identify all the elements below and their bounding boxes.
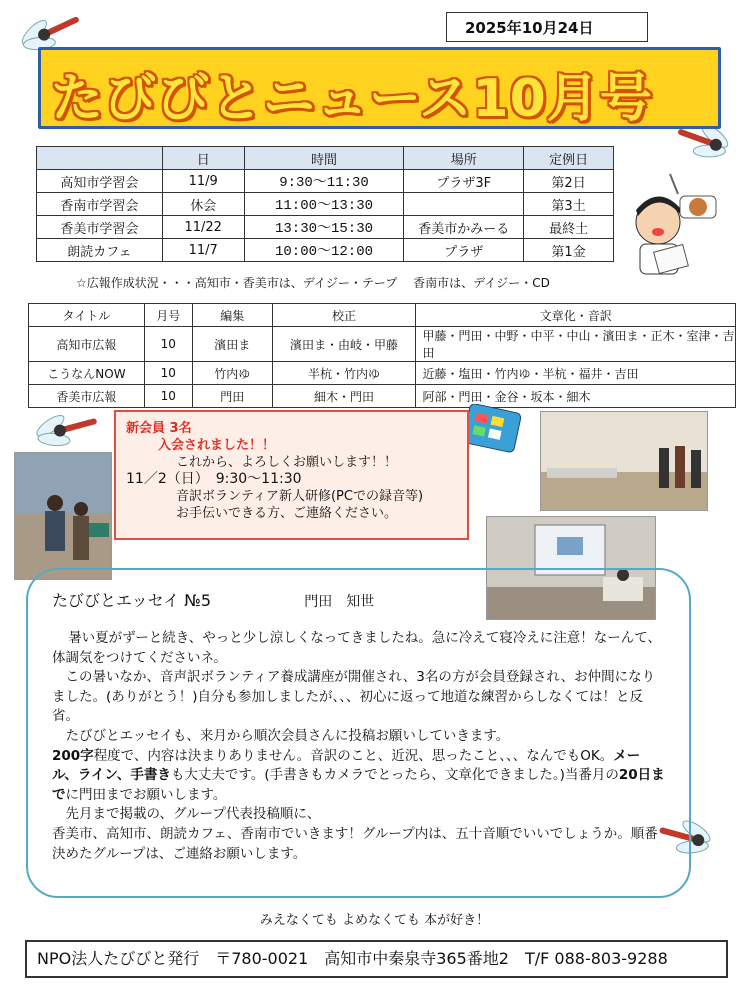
- table-header-row: [37, 147, 614, 170]
- essay-text: も大丈夫です。(手書きもカメラでとったら、文章化できました。)当番月の: [170, 767, 619, 784]
- table-cell: 朗読カフェ: [37, 239, 163, 262]
- table-header-cell: 編集: [192, 304, 272, 327]
- essay-paragraph: 先月まで掲載の、グループ代表投稿順に、: [65, 806, 321, 823]
- dragonfly-icon: [30, 404, 102, 456]
- table-cell: 門田: [192, 385, 272, 408]
- table-cell: 9:30～11:30: [244, 170, 404, 193]
- issue-date: 2025年10月24日: [446, 12, 648, 42]
- essay-paragraph: 香美市、高知市、朗読カフェ、香南市でいきます！グループ内は、五十音順でいいでしょうか。順番決めたグループは、ご連絡お願いします。: [52, 825, 658, 862]
- table-cell: 13:30～15:30: [244, 216, 404, 239]
- schedule-table: [36, 146, 614, 262]
- table-cell: 第1金: [524, 239, 614, 262]
- table-cell: 香美市広報: [29, 385, 145, 408]
- newsletter-title: たびびとニュース10月号: [51, 69, 653, 129]
- table-cell: 10: [144, 362, 192, 385]
- table-cell: 半杭・竹内ゆ: [272, 362, 416, 385]
- motto: みえなくても よめなくても 本が好き！: [259, 913, 490, 928]
- essay-header: [52, 588, 665, 611]
- table-cell: プラザ: [404, 239, 524, 262]
- table-header-cell: 月号: [144, 304, 192, 327]
- table-row: [29, 385, 736, 408]
- notice-subheadline: 入会されました！！: [158, 438, 276, 453]
- event-photo: [14, 452, 112, 580]
- title-banner: [38, 47, 721, 129]
- table-row: [29, 362, 736, 385]
- table-cell: プラザ3F: [404, 170, 524, 193]
- table-header-cell: 定例日: [524, 147, 614, 170]
- table-row: [37, 170, 614, 193]
- publisher-footer: NPO法人たびびと発行 〒780-0021 高知市中秦泉寺365番地2 T/F 088-803-9288: [25, 940, 728, 978]
- table-cell: [404, 193, 524, 216]
- table-cell: こうなんNOW: [29, 362, 145, 385]
- table-header-cell: [37, 147, 163, 170]
- essay-title: たびびとエッセイ №5: [52, 591, 212, 610]
- table-cell: 阿部・門田・金谷・坂本・細木: [416, 385, 736, 408]
- table-cell: 休会: [162, 193, 244, 216]
- new-member-notice: [114, 410, 469, 540]
- table-row: [37, 239, 614, 262]
- table-row: [29, 327, 736, 362]
- essay-paragraph: 暑い夏がずーと続き、やっと少し涼しくなってきましたね。急に冷えて寝冷えに注意！なーんて、体調気をつけてくださいネ。: [52, 630, 661, 666]
- essay-author: 門田 知世: [304, 594, 375, 610]
- table-row: [37, 216, 614, 239]
- table-cell: 最終土: [524, 216, 614, 239]
- essay-text: に門田までお願いします。: [65, 786, 227, 803]
- essay-body: [52, 629, 665, 864]
- training-request: お手伝いできる方、ご連絡ください。: [176, 506, 398, 521]
- table-header-cell: 日: [162, 147, 244, 170]
- essay-box: [26, 568, 691, 898]
- table-cell: 濱田ま・由岐・甲藤: [272, 327, 416, 362]
- table-row: [37, 193, 614, 216]
- training-date: 11／2（日） 9:30～11:30: [126, 471, 302, 487]
- pr-status-note: ☆広報作成状況・・・高知市・香美市は、デイジー・テープ 香南市は、デイジー・CD: [76, 276, 550, 290]
- table-header-cell: タイトル: [29, 304, 145, 327]
- table-header-row: [29, 304, 736, 327]
- table-cell: 11/22: [162, 216, 244, 239]
- table-cell: 香南市学習会: [37, 193, 163, 216]
- table-cell: 11:00～13:30: [244, 193, 404, 216]
- table-cell: 10:00～12:00: [244, 239, 404, 262]
- essay-emphasis: 20日まで: [52, 767, 665, 803]
- notice-text: これから、よろしくお願いします！！: [176, 455, 398, 470]
- notice-headline: 新会員 3名: [126, 421, 192, 436]
- table-cell: 香美市かみーる: [404, 216, 524, 239]
- table-cell: 高知市学習会: [37, 170, 163, 193]
- essay-emphasis: メール、ライン、手書き: [52, 747, 641, 784]
- essay-paragraph: [52, 747, 665, 806]
- table-cell: 細木・門田: [272, 385, 416, 408]
- table-cell: 高知市広報: [29, 327, 145, 362]
- table-cell: 濱田ま: [192, 327, 272, 362]
- table-cell: 近藤・塩田・竹内ゆ・半杭・福井・吉田: [416, 362, 736, 385]
- training-title: 音訳ボランティア新人研修(PCでの録音等): [176, 489, 424, 504]
- table-cell: 10: [144, 385, 192, 408]
- table-cell: 第3土: [524, 193, 614, 216]
- essay-emphasis: 200字: [52, 747, 94, 764]
- table-header-cell: 時間: [244, 147, 404, 170]
- child-eating-illustration: [626, 170, 722, 278]
- table-cell: 10: [144, 327, 192, 362]
- table-cell: 11/9: [162, 170, 244, 193]
- essay-paragraph: たびびとエッセイも、来月から順次会員さんに投稿お願いしていきます。: [65, 727, 510, 744]
- table-header-cell: 文章化・音訳: [416, 304, 736, 327]
- essay-text: 程度で、内容は決まりありません。音訳のこと、近況、思ったこと、、、なんでもOK。: [93, 747, 614, 764]
- table-header-cell: 場所: [404, 147, 524, 170]
- pr-table: [28, 303, 736, 408]
- table-cell: 甲藤・門田・中野・中平・中山・濱田ま・正木・室津・吉田: [416, 327, 736, 362]
- essay-paragraph: この暑いなか、音声訳ボランティア養成講座が開催され、3名の方が会員登録され、お仲間になりました。(ありがとう！)自分も参加しましたが、、、初心に返って地道な練習からしなくては！と反省。: [52, 669, 656, 725]
- table-cell: 香美市学習会: [37, 216, 163, 239]
- table-cell: 11/7: [162, 239, 244, 262]
- table-header-cell: 校正: [272, 304, 416, 327]
- event-photo: [540, 411, 708, 511]
- table-cell: 第2日: [524, 170, 614, 193]
- table-cell: 竹内ゆ: [192, 362, 272, 385]
